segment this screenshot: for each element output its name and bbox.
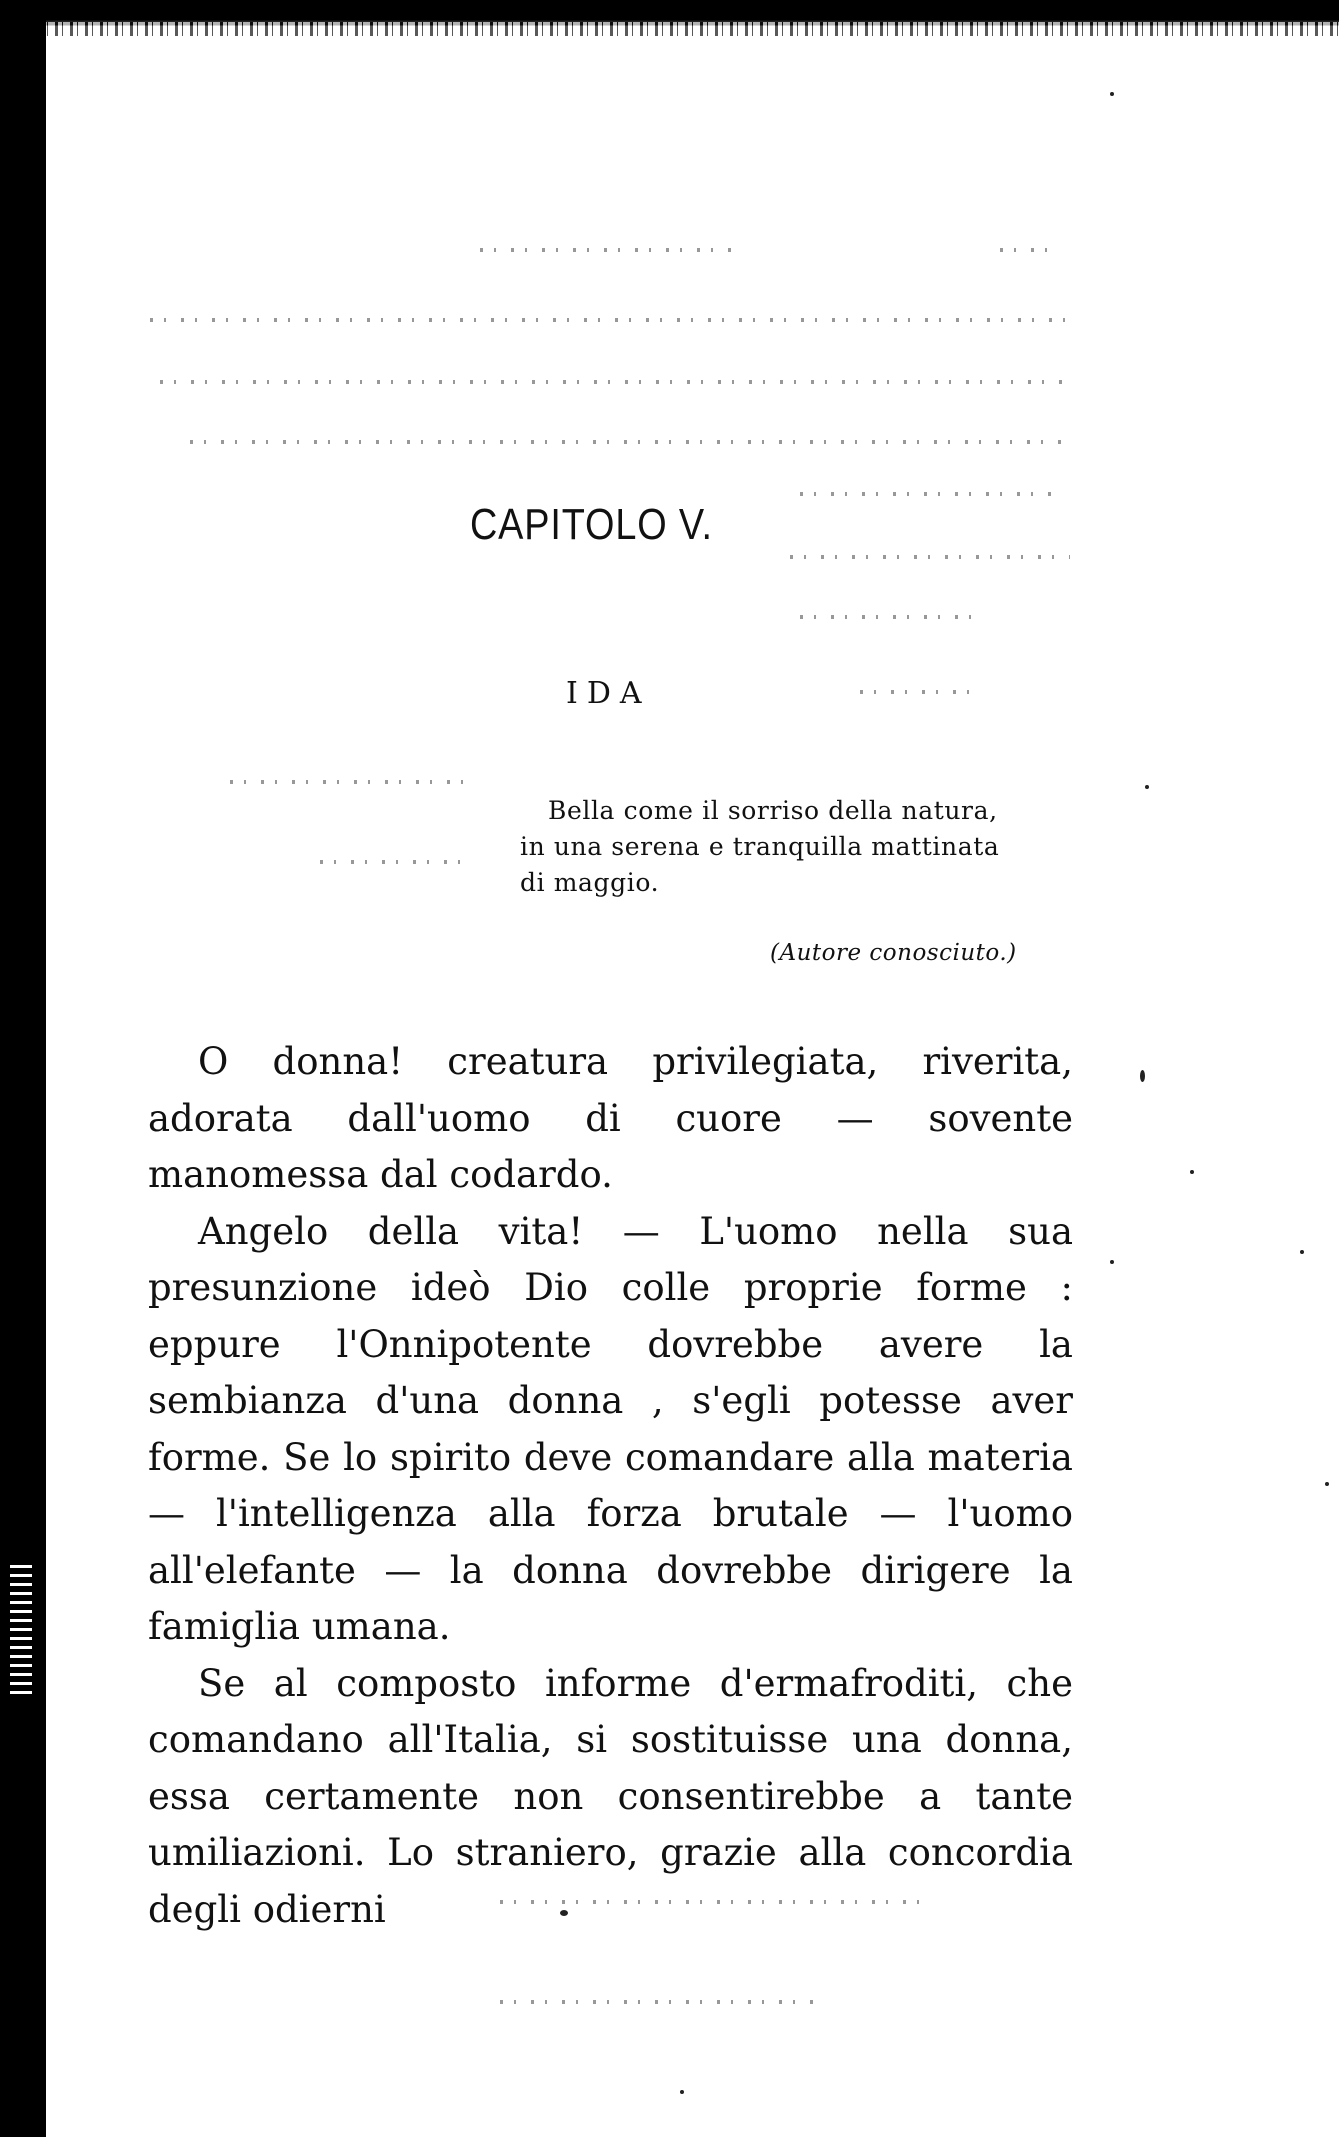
ink-speck xyxy=(680,2090,684,2094)
bleed-through-line xyxy=(800,615,980,619)
epigraph xyxy=(520,793,1080,901)
body-text xyxy=(148,1034,1073,1938)
bleed-through-line xyxy=(500,2000,820,2004)
epigraph-line: in una serena e tranquilla mattinata xyxy=(520,832,1000,861)
scan-left-border xyxy=(0,0,46,2137)
bleed-through-line xyxy=(320,860,470,864)
ink-speck xyxy=(1110,1260,1114,1264)
ink-speck xyxy=(1325,1482,1329,1486)
epigraph-line: Bella come il sorriso della natura, xyxy=(548,796,998,825)
bleed-through-line xyxy=(860,690,980,694)
ink-speck xyxy=(1300,1250,1304,1254)
bleed-through-line xyxy=(150,318,1070,322)
epigraph-attribution: (Autore conosciuto.) xyxy=(770,940,1017,966)
ink-speck xyxy=(1140,1070,1145,1082)
chapter-title: CAPITOLO V. xyxy=(470,500,713,549)
bleed-through-line xyxy=(190,440,1070,444)
epigraph-line: di maggio. xyxy=(520,868,660,897)
ink-speck xyxy=(1110,92,1114,96)
paragraph: O donna! creatura privilegiata, riverita, adorata dall'uomo di cuore — sovente manomessa dal codardo. xyxy=(148,1040,1073,1196)
paragraph: Se al composto informe d'ermafroditi, che comandano all'Italia, si sostituisse una donna, essa certamente non consentirebbe a tante umiliazioni. Lo straniero, grazie alla concordia degli odierni xyxy=(148,1661,1073,1931)
bleed-through-line xyxy=(1000,248,1060,252)
ink-speck xyxy=(1190,1170,1194,1174)
bleed-through-line xyxy=(230,780,470,784)
paragraph: Angelo della vita! — L'uomo nella sua presunzione ideò Dio colle proprie forme : eppure l'Onnipotente dovrebbe avere la sembianza d'una donna , s'egli potesse aver forme. Se lo spirito deve comandare alla materia — l'intelligenza alla forza brutale — l'uomo all'elefante — la donna dovrebbe dirigere la famiglia umana. xyxy=(148,1209,1073,1648)
bleed-through-line xyxy=(800,492,1060,496)
bleed-through-line xyxy=(790,555,1070,559)
section-title: IDA xyxy=(566,676,651,711)
bleed-through-line xyxy=(480,248,740,252)
scan-left-noise xyxy=(10,1560,32,1700)
ink-speck xyxy=(1145,785,1149,789)
scan-top-noise xyxy=(40,22,1339,36)
bleed-through-line xyxy=(160,380,1070,384)
